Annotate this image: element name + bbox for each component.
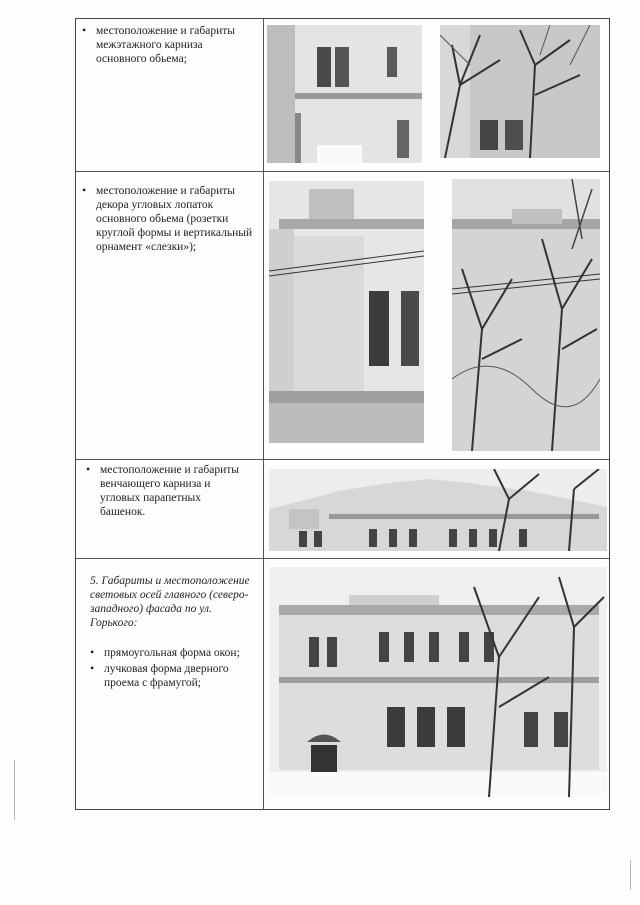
- list-item: • прямоугольная форма окон;: [90, 646, 258, 660]
- row-divider: [76, 558, 609, 559]
- list-item: • местоположение и габариты венчающего карниза и угловых парапетных башенок.: [86, 463, 246, 519]
- photo-main-facade: [269, 567, 607, 797]
- list-item: • местоположение и габариты межэтажного карниза основного обьема;: [82, 24, 252, 66]
- document-table: [75, 18, 610, 810]
- section-heading: 5. Габариты и местоположение световых осей главного (северо-западного) фасада по ул. Горького:: [90, 575, 250, 629]
- row-divider: [76, 171, 609, 172]
- row1-text-cell: [82, 24, 252, 66]
- list-item: • лучковая форма дверного проема с фрамугой;: [90, 662, 258, 690]
- photo-facade-trees: [440, 25, 600, 158]
- photo-corner-pilaster: [269, 181, 424, 443]
- photo-crowning-cornice: [269, 469, 607, 551]
- row3-text-cell: [86, 463, 246, 519]
- list-item: • местоположение и габариты декора угловых лопаток основного обьема (розетки круглой формы и вертикальный орнамент «слезки»);: [82, 184, 254, 254]
- row2-text-cell: [82, 184, 254, 254]
- row-divider: [76, 459, 609, 460]
- row4-text-cell: [90, 574, 258, 690]
- scan-margin-mark: [14, 760, 15, 820]
- photo-facade-upper-floor: [267, 25, 422, 163]
- column-divider: [263, 19, 264, 809]
- photo-corner-trees: [452, 179, 600, 451]
- scan-margin-mark: [630, 860, 631, 890]
